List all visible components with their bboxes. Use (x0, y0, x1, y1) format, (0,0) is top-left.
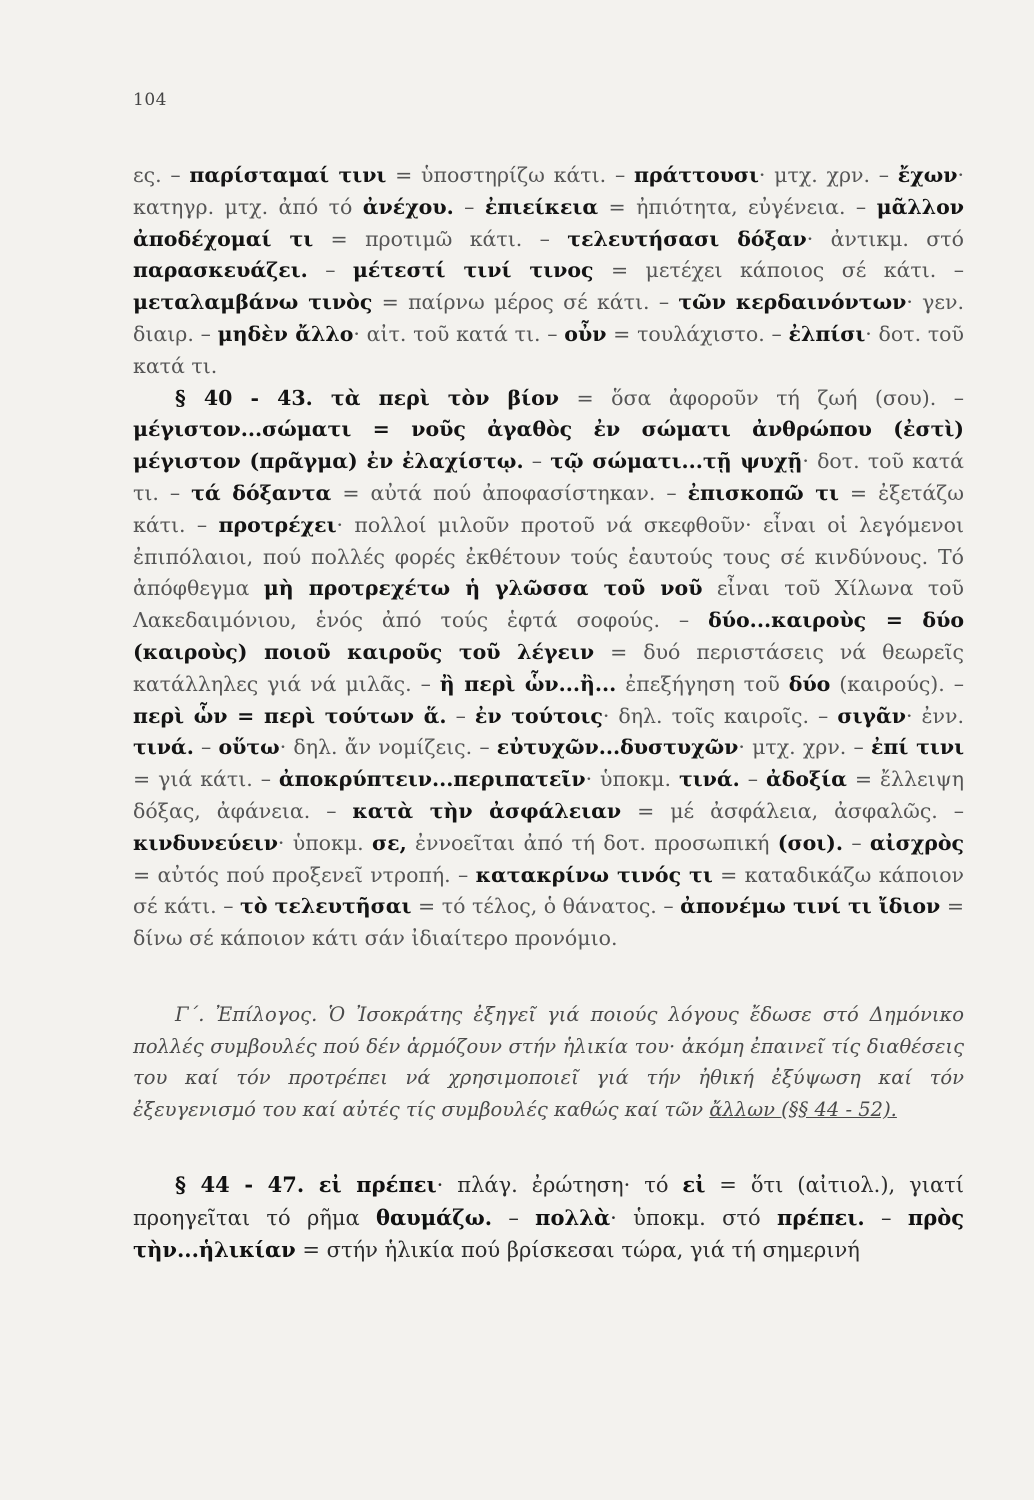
section-reference: ἄλλων (§§ 44 - 52). (709, 1097, 897, 1121)
epilogue-summary: Γ΄. Ἐπίλογος. Ὁ Ἰσοκράτης ἐξηγεῖ γιά ποιούς λόγους ἔδωσε στό Δημόνικο πολλές συμβουλές πού δέν ἁρμόζουν στήν ἡλικία του· ἀκόμη ἐπαινεῖ τίς διαθέσεις του καί τόν προτρέπει νά χρησιμοποιεῖ γιά τήν ἠθική ἐξύψωση καί τόν ἐξευγενισμό του καί αὐτές τίς συμβουλές καθώς καί τῶν ἄλλων (§§ 44 - 52). (133, 1002, 964, 1121)
commentary-section-40-43: § 40 - 43. τὰ περὶ τὸν βίον = ὅσα ἀφοροῦν τή ζωή (σου). – μέγιστον...σώματι = νοῦς ἀγαθὸς ἐν σώματι ἀνθρώπου (ἐστὶ) μέγιστον (πρᾶγμα) ἐν ἐλαχίστῳ. – τῷ σώματι...τῇ ψυχῇ· δοτ. τοῦ κατά τι. – τά δόξαντα = αὐτά πού ἀποφασίστηκαν. – ἐπισκοπῶ τι = ἐξετάζω κάτι. – προτρέχει· πολλοί μιλοῦν προτοῦ νά σκεφθοῦν· εἶναι οἱ λεγόμενοι ἐπιπόλαιοι, πού πολλές φορές ἐκθέτουν τούς ἑαυτούς τους σέ κινδύνους. Τό ἀπόφθεγμα μὴ προτρεχέτω ἡ γλῶσσα τοῦ νοῦ εἶναι τοῦ Χίλωνα τοῦ Λακεδαιμόνιου, ἑνός ἀπό τούς ἑφτά σοφούς. – δύο...καιροὺς = δύο (καιροὺς) ποιοῦ καιροῦς τοῦ λέγειν = δυό περιστάσεις νά θεωρεῖς κατάλληλες γιά νά μιλᾶς. – ἢ περὶ ὧν...ἢ... ἐπεξήγηση τοῦ δύο (καιρούς). – περὶ ὧν = περὶ τούτων ἅ. – ἐν τούτοις· δηλ. τοῖς καιροῖς. – σιγᾶν· ἐνν. τινά. – οὕτω· δηλ. ἄν νομίζεις. – εὐτυχῶν...δυστυχῶν· μτχ. χρν. – ἐπί τινι = γιά κάτι. – ἀποκρύπτειν...περιπατεῖν· ὑποκμ. τινά. – ἀδοξία = ἔλλειψη δόξας, ἀφάνεια. – κατὰ τὴν ἀσφάλειαν = μέ ἀσφάλεια, ἀσφαλῶς. – κινδυνεύειν· ὑποκμ. σε, ἐννοεῖται ἀπό τή δοτ. προσωπική (σοι). – αἰσχρὸς = αὐτός πού προξενεῖ ντροπή. – κατακρίνω τινός τι = καταδικάζω κάποιον σέ κάτι. – τὸ τελευτῆσαι = τό τέλος, ὁ θάνατος. – ἀπονέμω τινί τι ἴδιον = δίνω σέ κάποιον κάτι σάν ἰδιαίτερο προνόμιο. (133, 385, 965, 951)
commentary-paragraph-continued: ες. – παρίσταμαί τινι = ὑποστηρίζω κάτι. – πράττουσι· μτχ. χρν. – ἔχων· κατηγρ. μτχ. ἀπό τό ἀνέχου. – ἐπιείκεια = ἠπιότητα, εὐγένεια. – μᾶλλον ἀποδέχομαί τι = προτιμῶ κάτι. – τελευτήσασι δόξαν· ἀντικμ. στό παρασκευάζει. – μέτεστί τινί τινος = μετέχει κάποιος σέ κάτι. – μεταλαμβάνω τινὸς = παίρνω μέρος σέ κάτι. – τῶν κερδαινόντων· γεν. διαιρ. – μηδὲν ἄλλο· αἰτ. τοῦ κατά τι. – οὖν = τουλάχιστο. – ἐλπίσι· δοτ. τοῦ κατά τι. (133, 163, 965, 378)
commentary-section-44-47: § 44 - 47. εἰ πρέπει· πλάγ. ἐρώτηση· τό εἰ = ὅτι (αἰτιολ.), γιατί προηγεῖται τό ρῆμα θαυμάζω. – πολλὰ· ὑποκμ. στό πρέπει. – πρὸς τὴν...ἡλικίαν = στήν ἡλικία πού βρίσκεσαι τώρα, γιά τή σημερινή (133, 1172, 964, 1263)
page-number: 104 (133, 90, 167, 110)
commentary-block-1 (133, 160, 964, 955)
